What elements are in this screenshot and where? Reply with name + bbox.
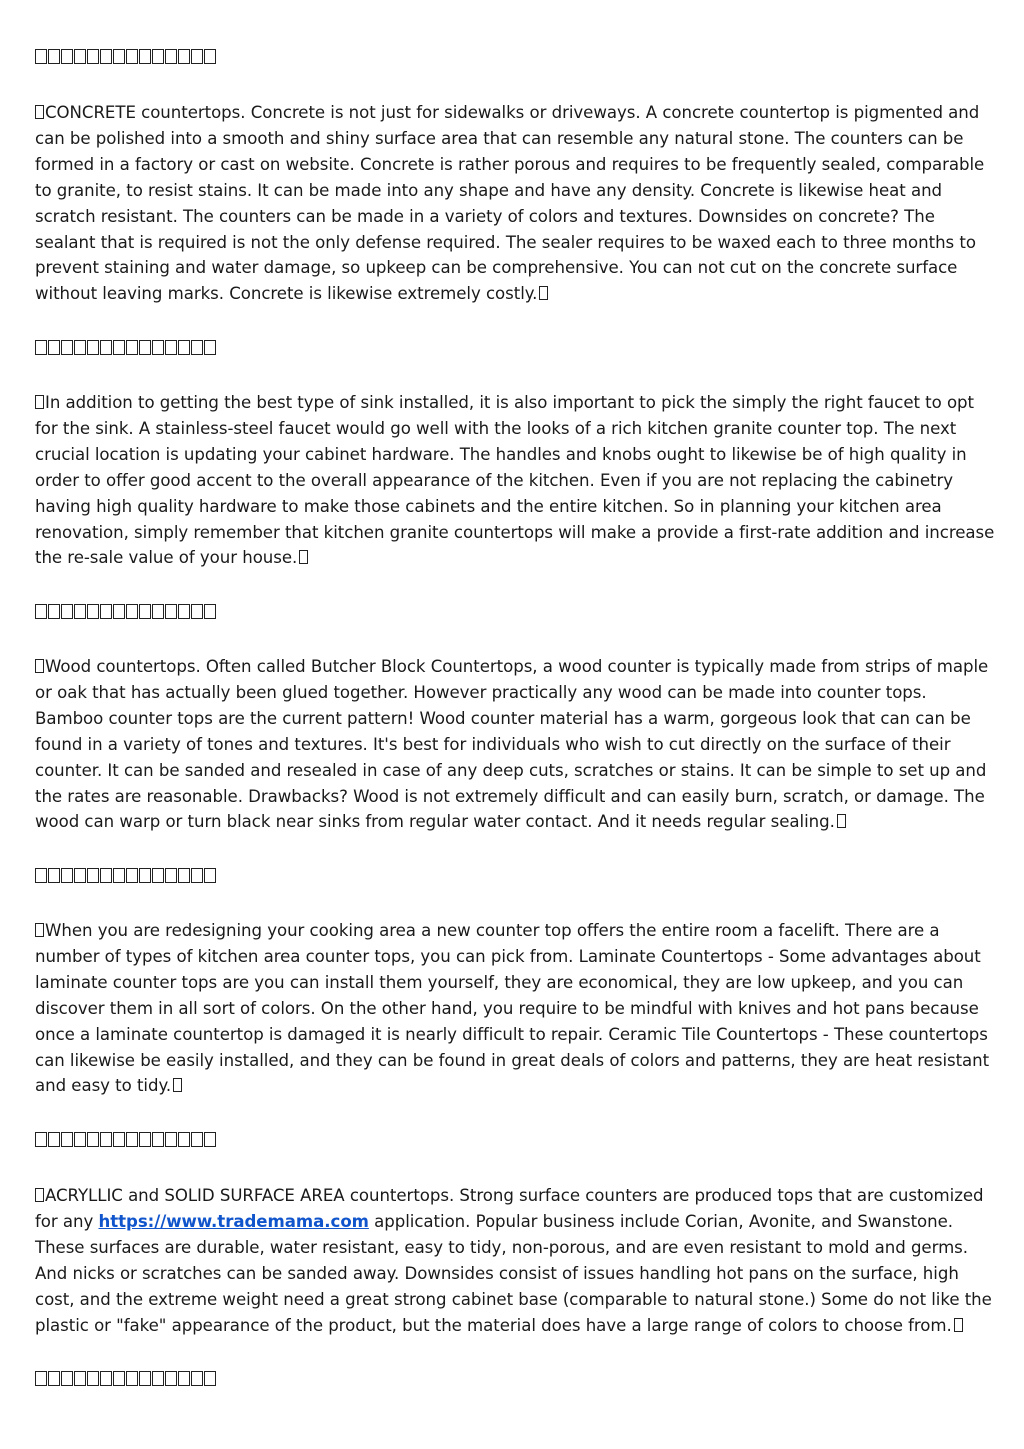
missing-glyph-icon <box>178 1132 190 1147</box>
missing-glyph-icon <box>165 604 177 619</box>
missing-glyph-icon <box>61 340 73 355</box>
missing-glyph-icon <box>61 1371 73 1386</box>
missing-glyph-icon <box>74 604 86 619</box>
missing-glyph-icon <box>204 1132 216 1147</box>
missing-glyph-icon <box>126 868 138 883</box>
missing-glyph-icon <box>139 868 151 883</box>
missing-glyph-icon <box>74 1371 86 1386</box>
missing-glyph-icon <box>61 49 73 64</box>
missing-glyph-icon <box>35 659 44 673</box>
paragraph-lead: Wood <box>45 657 92 676</box>
missing-glyph-icon <box>87 340 99 355</box>
missing-glyph-icon <box>191 1371 203 1386</box>
missing-glyph-icon <box>126 1132 138 1147</box>
missing-glyph-icon <box>126 49 138 64</box>
missing-glyph-icon <box>178 868 190 883</box>
missing-glyph-icon <box>204 49 216 64</box>
missing-glyph-icon <box>100 868 112 883</box>
missing-glyph-icon <box>35 49 47 64</box>
missing-glyph-icon <box>299 550 308 564</box>
missing-glyph-icon <box>837 814 846 828</box>
divider-glyph-row <box>35 602 216 622</box>
missing-glyph-icon <box>100 1371 112 1386</box>
missing-glyph-icon <box>48 49 60 64</box>
missing-glyph-icon <box>35 105 44 119</box>
missing-glyph-icon <box>165 340 177 355</box>
divider-glyph-row <box>35 1369 216 1389</box>
missing-glyph-icon <box>204 340 216 355</box>
divider-glyph-row <box>35 866 216 886</box>
missing-glyph-icon <box>165 1132 177 1147</box>
divider-glyph-row <box>35 1130 216 1150</box>
paragraph-lead: CONCRETE <box>45 103 136 122</box>
missing-glyph-icon <box>100 49 112 64</box>
missing-glyph-icon <box>113 340 125 355</box>
missing-glyph-icon <box>954 1318 963 1332</box>
missing-glyph-icon <box>165 868 177 883</box>
paragraph-lead: In <box>45 393 61 412</box>
missing-glyph-icon <box>48 1132 60 1147</box>
missing-glyph-icon <box>191 340 203 355</box>
paragraph-concrete <box>35 100 1000 307</box>
missing-glyph-icon <box>48 1371 60 1386</box>
paragraph-text: countertops. Concrete is not just for sidewalks or driveways. A concrete countertop is pigmented and can be polished into a smooth and shiny surface area that can resemble any natural stone. The counters can be formed in a factory or cast on website. Concrete is rather porous and requires to be frequently sealed, comparable to granite, to resist stains. It can be made into any shape and have any density. Concrete is likewise heat and scratch resistant. The counters can be made in a variety of colors and textures. Downsides on concrete? The sealant that is required is not the only defense required. The sealer requires to be waxed each to three months to prevent staining and water damage, so upkeep can be comprehensive. You can not cut on the concrete surface without leaving marks. Concrete is likewise extremely costly. <box>35 103 985 304</box>
missing-glyph-icon <box>178 340 190 355</box>
missing-glyph-icon <box>35 1371 47 1386</box>
missing-glyph-icon <box>204 1371 216 1386</box>
paragraph-lead: ACRYLLIC <box>45 1186 123 1205</box>
missing-glyph-icon <box>139 604 151 619</box>
missing-glyph-icon <box>61 1132 73 1147</box>
missing-glyph-icon <box>165 1371 177 1386</box>
missing-glyph-icon <box>152 1371 164 1386</box>
paragraph-text-before-link: and SOLID SURFACE AREA countertops. Strong surface counters are produced tops that are customized for any <box>35 1186 984 1231</box>
paragraph-text: addition to getting the best type of sink installed, it is also important to pick the simply the right faucet to opt for the sink. A stainless-steel faucet would go well with the looks of a rich kitchen granite counter top. The next crucial location is updating your cabinet hardware. The handles and knobs ought to likewise be of high quality in order to offer good accent to the overall appearance of the kitchen. Even if you are not replacing the cabinetry having high quality hardware to make those cabinets and the entire kitchen. So in planning your kitchen area renovation, simply remember that kitchen granite countertops will make a provide a first-rate addition and increase the re-sale value of your house. <box>35 393 995 568</box>
missing-glyph-icon <box>74 49 86 64</box>
missing-glyph-icon <box>152 49 164 64</box>
missing-glyph-icon <box>178 604 190 619</box>
paragraph-redesign <box>35 918 1000 1099</box>
missing-glyph-icon <box>87 868 99 883</box>
missing-glyph-icon <box>61 604 73 619</box>
missing-glyph-icon <box>113 604 125 619</box>
missing-glyph-icon <box>152 604 164 619</box>
missing-glyph-icon <box>178 49 190 64</box>
missing-glyph-icon <box>204 868 216 883</box>
missing-glyph-icon <box>35 604 47 619</box>
paragraph-lead: When <box>45 921 93 940</box>
missing-glyph-icon <box>152 1132 164 1147</box>
missing-glyph-icon <box>87 1132 99 1147</box>
missing-glyph-icon <box>191 49 203 64</box>
missing-glyph-icon <box>48 868 60 883</box>
missing-glyph-icon <box>35 395 44 409</box>
paragraph-text: countertops. Often called Butcher Block Countertops, a wood counter is typically made from strips of maple or oak that has actually been glued together. However practically any wood can be made into counter tops. Bamboo counter tops are the current pattern! Wood counter material has a warm, gorgeous look that can can be found in a variety of tones and textures. It's best for individuals who wish to cut directly on the surface of their counter. It can be sanded and resealed in case of any deep cuts, scratches or stains. It can be simple to set up and the rates are reasonable. Drawbacks? Wood is not extremely difficult and can easily burn, scratch, or damage. The wood can warp or turn black near sinks from regular water contact. And it needs regular sealing. <box>35 657 989 832</box>
missing-glyph-icon <box>204 604 216 619</box>
missing-glyph-icon <box>74 1132 86 1147</box>
missing-glyph-icon <box>126 1371 138 1386</box>
missing-glyph-icon <box>35 923 44 937</box>
missing-glyph-icon <box>152 868 164 883</box>
missing-glyph-icon <box>165 49 177 64</box>
missing-glyph-icon <box>139 1132 151 1147</box>
missing-glyph-icon <box>139 1371 151 1386</box>
missing-glyph-icon <box>74 340 86 355</box>
paragraph-acrylic <box>35 1183 1000 1338</box>
missing-glyph-icon <box>113 49 125 64</box>
missing-glyph-icon <box>191 1132 203 1147</box>
missing-glyph-icon <box>74 868 86 883</box>
paragraph-wood <box>35 654 1000 835</box>
missing-glyph-icon <box>139 340 151 355</box>
missing-glyph-icon <box>35 868 47 883</box>
missing-glyph-icon <box>113 868 125 883</box>
missing-glyph-icon <box>191 868 203 883</box>
missing-glyph-icon <box>173 1078 182 1092</box>
missing-glyph-icon <box>539 286 548 300</box>
missing-glyph-icon <box>35 1132 47 1147</box>
missing-glyph-icon <box>100 604 112 619</box>
divider-glyph-row <box>35 47 216 67</box>
missing-glyph-icon <box>48 604 60 619</box>
missing-glyph-icon <box>178 1371 190 1386</box>
missing-glyph-icon <box>191 604 203 619</box>
paragraph-text-after-link: application. Popular business include Corian, Avonite, and Swanstone. These surfaces are durable, water resistant, easy to tidy, non-porous, and are even resistant to mold and germs. And nicks or scratches can be sanded away. Downsides consist of issues handling hot pans on the surface, high cost, and the extreme weight need a great strong cabinet base (comparable to natural stone.) Some do not like the plastic or "fake" appearance of the product, but the material does have a large range of colors to choose from. <box>35 1211 992 1335</box>
missing-glyph-icon <box>87 49 99 64</box>
missing-glyph-icon <box>113 1132 125 1147</box>
missing-glyph-icon <box>48 340 60 355</box>
missing-glyph-icon <box>152 340 164 355</box>
missing-glyph-icon <box>100 340 112 355</box>
trademama-link[interactable]: https://www.trademama.com <box>98 1211 369 1231</box>
missing-glyph-icon <box>113 1371 125 1386</box>
missing-glyph-icon <box>61 868 73 883</box>
divider-glyph-row <box>35 338 216 358</box>
missing-glyph-icon <box>35 1188 44 1202</box>
missing-glyph-icon <box>126 604 138 619</box>
missing-glyph-icon <box>87 604 99 619</box>
missing-glyph-icon <box>126 340 138 355</box>
missing-glyph-icon <box>35 340 47 355</box>
missing-glyph-icon <box>100 1132 112 1147</box>
missing-glyph-icon <box>139 49 151 64</box>
missing-glyph-icon <box>87 1371 99 1386</box>
paragraph-sink-faucet <box>35 390 1000 571</box>
paragraph-text: you are redesigning your cooking area a new counter top offers the entire room a facelift. There are a number of types of kitchen area counter tops, you can pick from. Laminate Countertops - Some advantages about laminate counter tops are you can install them yourself, they are economical, they are low upkeep, and you can discover them in all sort of colors. On the other hand, you require to be mindful with knives and hot pans because once a laminate countertop is damaged it is nearly difficult to repair. Ceramic Tile Countertops - These countertops can likewise be easily installed, and they can be found in great deals of colors and patterns, they are heat resistant and easy to tidy. <box>35 921 990 1096</box>
